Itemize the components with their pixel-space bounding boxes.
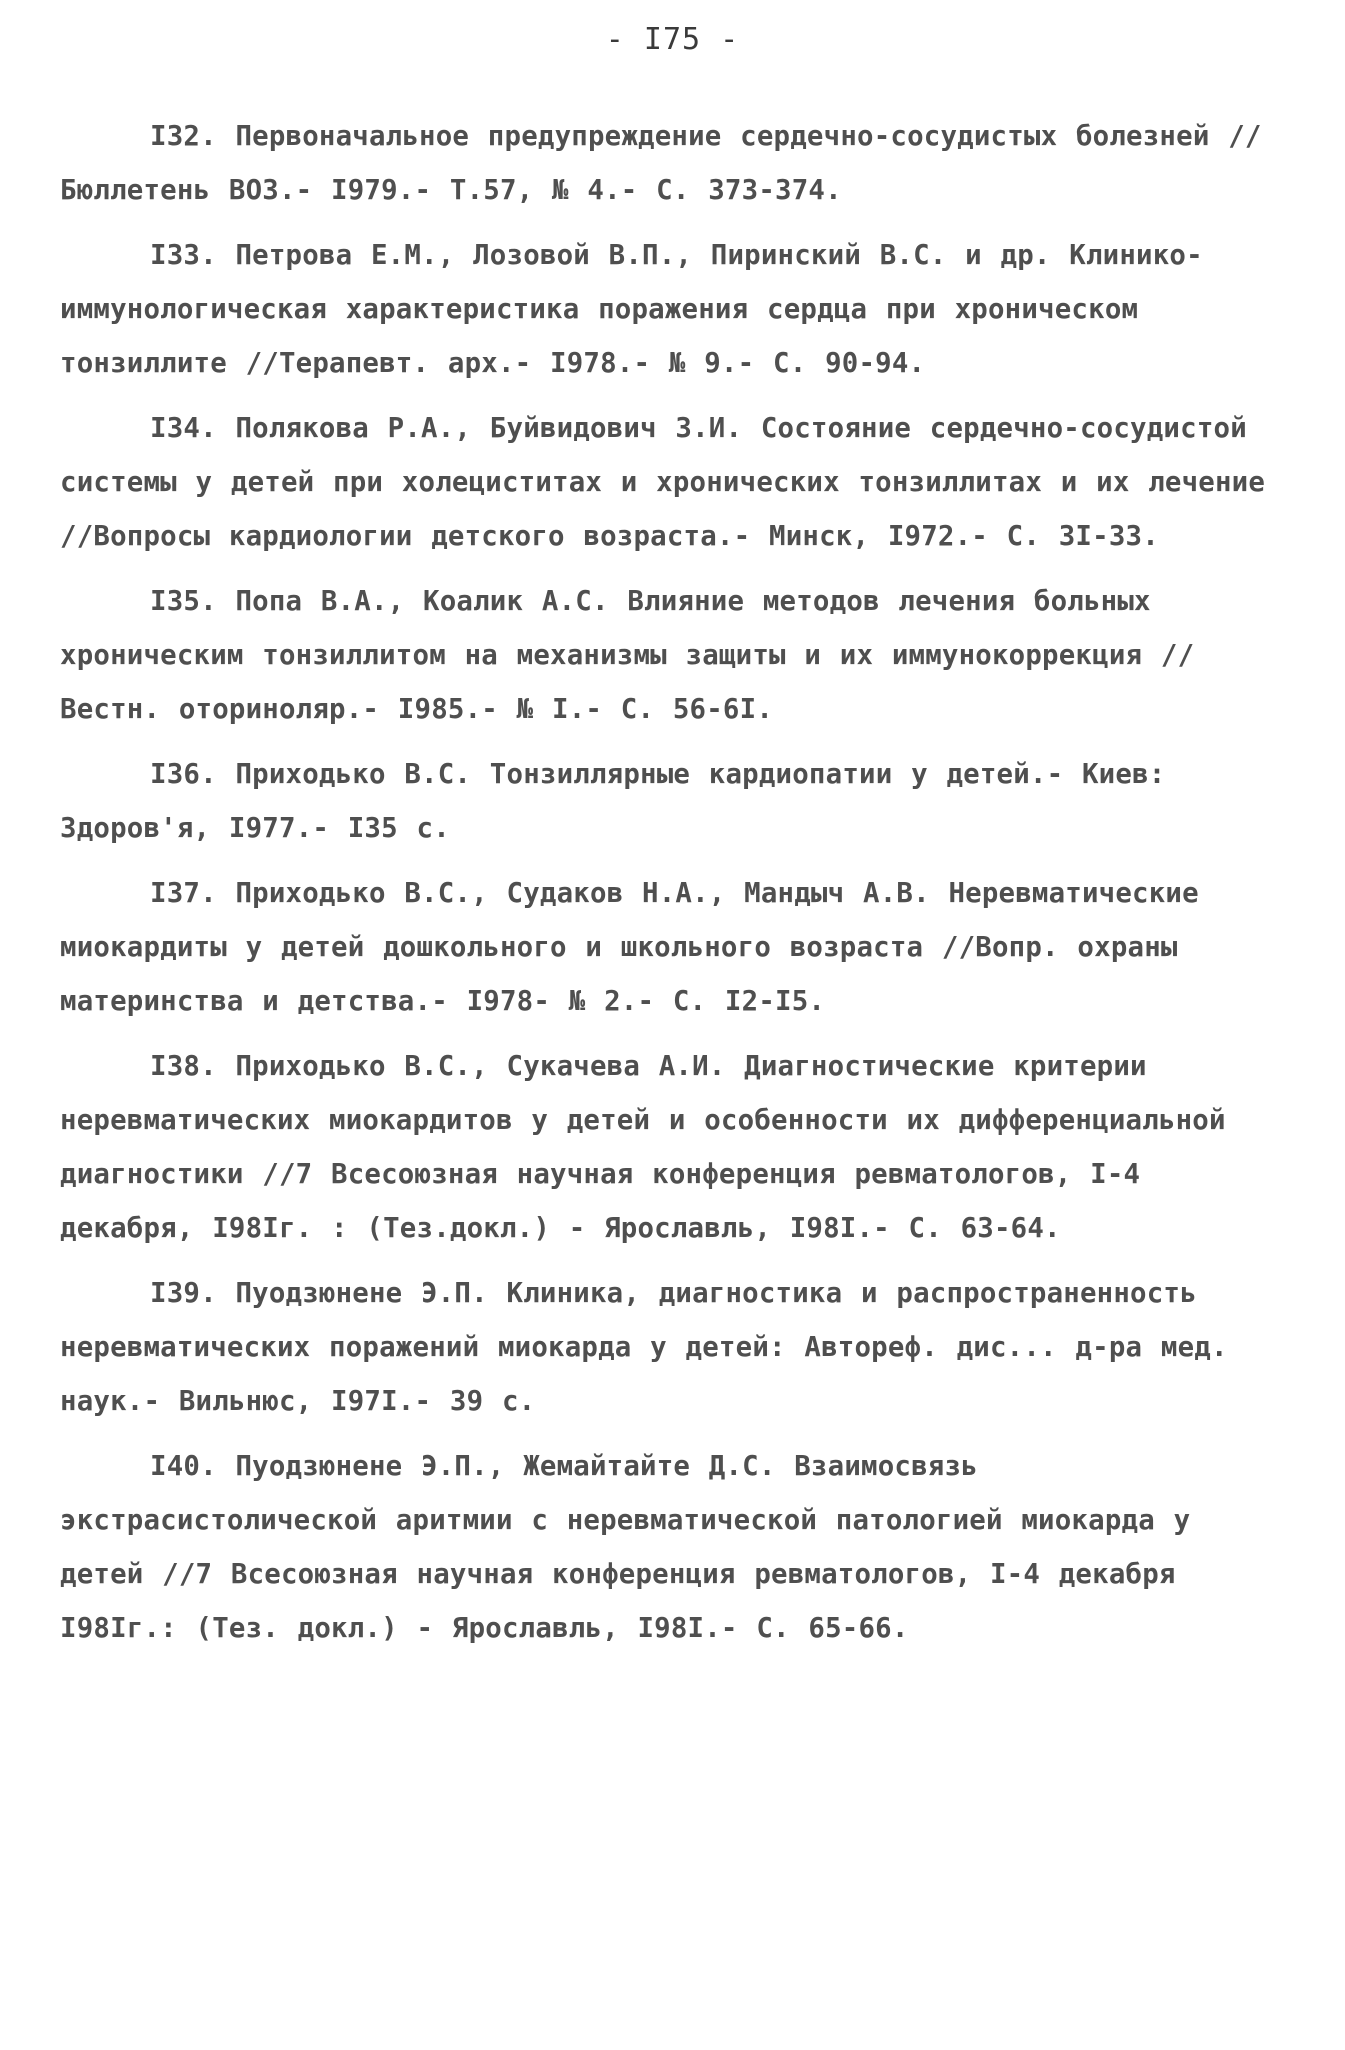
- page-number: - I75 -: [605, 22, 740, 57]
- reference-item: I39. Пуодзюнене Э.П. Клиника, диагностика и распространенность неревматических поражений миокарда у детей: Автореф. дис... д-ра мед. наук.- Вильнюс, I97I.- 39 с.: [60, 1278, 1228, 1417]
- reference-item: I34. Полякова Р.А., Буйвидович З.И. Состояние сердечно-сосудистой системы у детей при холециститах и хронических тонзиллитах и их лечение //Вопросы кардиологии детского возраста.- Минск, I972.- С. 3I-33.: [60, 413, 1266, 552]
- reference-item: I33. Петрова Е.М., Лозовой В.П., Пиринский В.С. и др. Клинико-иммунологическая характеристика поражения сердца при хроническом тонзиллите //Терапевт. арх.- I978.- № 9.- С. 90-94.: [60, 240, 1203, 379]
- reference-item: I32. Первоначальное предупреждение сердечно-сосудистых болезней //Бюллетень ВОЗ.- I979.- Т.57, № 4.- С. 373-374.: [60, 121, 1262, 206]
- reference-item: I36. Приходько В.С. Тонзиллярные кардиопатии у детей.- Киев: Здоров'я, I977.- I35 с.: [60, 759, 1166, 844]
- reference-item: I37. Приходько В.С., Судаков Н.А., Мандыч А.В. Неревматические миокардиты у детей дошкольного и школьного возраста //Вопр. охраны материнства и детства.- I978- № 2.- С. I2-I5.: [60, 878, 1199, 1017]
- reference-item: I38. Приходько В.С., Сукачева А.И. Диагностические критерии неревматических миокардитов у детей и особенности их дифференциальной диагностики //7 Всесоюзная научная конференция ревматологов, I-4 декабря, I98Iг. : (Тез.докл.) - Ярославль, I98I.- С. 63-64.: [60, 1051, 1226, 1244]
- reference-item: I35. Попа В.А., Коалик А.С. Влияние методов лечения больных хроническим тонзиллитом на механизмы защиты и их иммунокоррекция //Вестн. оториноляр.- I985.- № I.- С. 56-6I.: [60, 586, 1195, 725]
- reference-list: [60, 110, 1275, 1667]
- reference-item: I40. Пуодзюнене Э.П., Жемайтайте Д.С. Взаимосвязь экстрасистолической аритмии с неревматической патологией миокарда у детей //7 Всесоюзная научная конференция ревматологов, I-4 декабря I98Iг.: (Тез. докл.) - Ярославль, I98I.- С. 65-66.: [60, 1451, 1191, 1644]
